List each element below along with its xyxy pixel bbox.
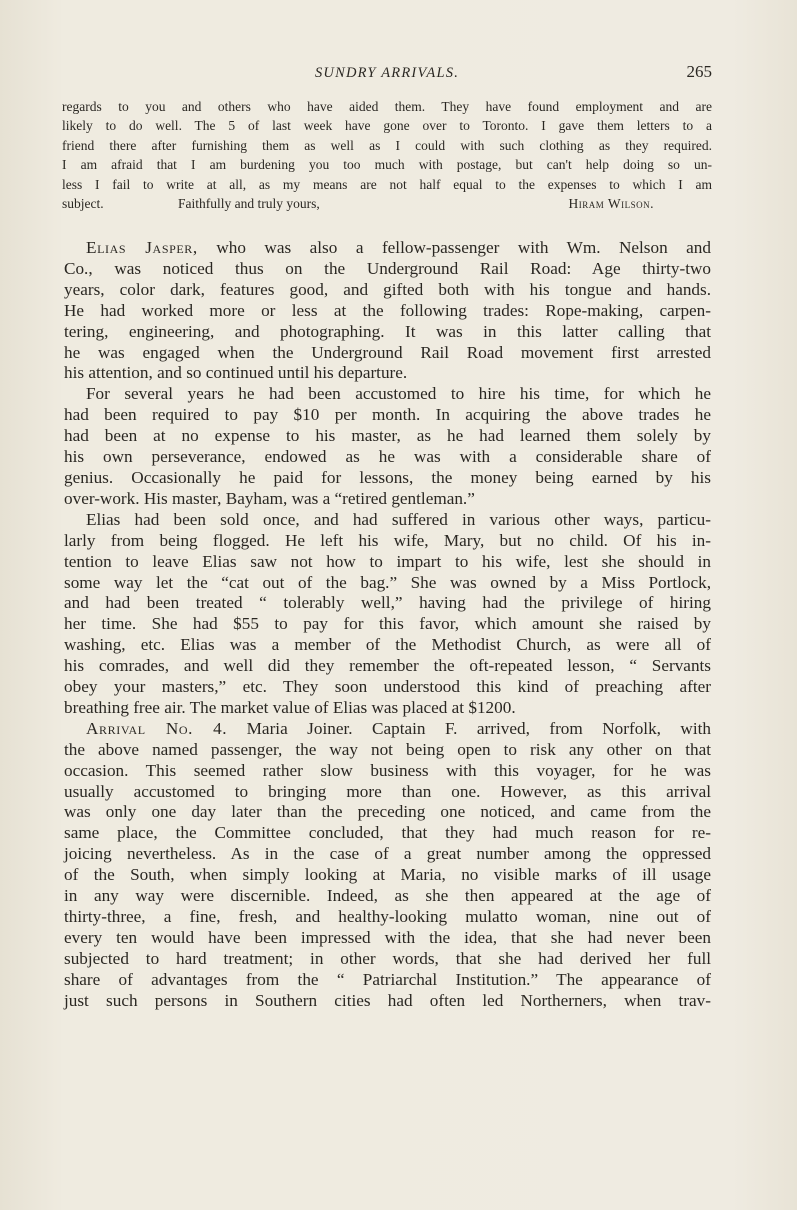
text-line: thirty-three, a fine, fresh, and healthy-looking mulatto woman, nine out of (64, 907, 711, 926)
paragraph-hire-time (64, 384, 711, 509)
text-line: had been at no expense to his master, as he had learned them solely by (64, 426, 711, 446)
paragraph-elias-jasper (64, 238, 711, 384)
text-line: the above named passenger, the way not being open to risk any other on that (64, 739, 711, 759)
text-line: occasion. This seemed rather slow business with this voyager, for he was (64, 760, 711, 780)
text-line: had been required to pay $10 per month. In acquiring the above trades he (64, 405, 711, 425)
text-span: who was also a fellow-passenger with Wm. Nelson and (197, 238, 711, 257)
running-title: SUNDRY ARRIVALS. (314, 65, 460, 81)
text-line: joicing nevertheless. As in the case of a great number among the oppressed (64, 844, 711, 864)
text-line: just such persons in Southern cities had often led Northerners, when trav- (64, 990, 711, 1010)
text-line: tering, engineering, and photographing. It was in this latter calling that (64, 321, 711, 341)
text-line: subjected to hard treatment; in other words, that she had derived her full (64, 948, 711, 968)
letter-line: less I fail to write at all, as my means are not half equal to the expenses to which I am (62, 176, 712, 192)
text-line: in any way were discernible. Indeed, as she then appeared at the age of (64, 886, 711, 906)
text-line: some way let the “cat out of the bag.” She was owned by a Miss Portlock, (64, 572, 711, 592)
text-line: washing, etc. Elias was a member of the Methodist Church, as were all of (64, 635, 711, 655)
text-line (64, 719, 711, 740)
text-line: over-work. His master, Bayham, was a “retired gentleman.” (64, 488, 475, 508)
arrival-lead: Arrival No. 4. (86, 718, 228, 738)
text-line: his comrades, and well did they remember the oft-repeated lesson, “ Servants (64, 656, 711, 676)
letter-line: likely to do well. The 5 of last week have gone over to Toronto. I gave them letters to a (62, 118, 712, 134)
page-number: 265 (686, 62, 712, 81)
page-header (62, 62, 712, 84)
text-line: For several years he had been accustomed to hire his time, for which he (86, 384, 711, 404)
text-span: Maria Joiner. Captain F. arrived, from Norfolk, with (227, 718, 711, 738)
letter-signature-line (62, 194, 712, 214)
text-line: Co., was noticed thus on the Underground Rail Road: Age thirty-two (64, 258, 711, 278)
text-line: his attention, and so continued until his departure. (64, 363, 408, 383)
text-line: and had been treated “ tolerably well,” having had the privilege of hiring (64, 593, 711, 613)
paragraph-elias-sold (64, 510, 711, 719)
text-line: same place, the Committee concluded, that they had much reason for re- (64, 823, 711, 843)
letter-line: friend there after furnishing them as well as I could with such clothing as they required. (62, 137, 712, 153)
letter-line: regards to you and others who have aided them. They have found employment and are (62, 99, 712, 114)
text-line: years, color dark, features good, and gifted both with his tongue and hands. (64, 279, 711, 299)
letter-signature: Hiram Wilson. (568, 196, 654, 212)
text-line: her time. She had $55 to pay for this favor, which amount she raised by (64, 614, 711, 634)
text-line: every ten would have been impressed with the idea, that she had never been (64, 927, 711, 947)
name-lead: Elias Jasper, (86, 238, 198, 257)
text-line: usually accustomed to bringing more than one. However, as this arrival (64, 781, 711, 801)
text-line: of the South, when simply looking at Maria, no visible marks of ill usage (64, 865, 711, 885)
text-line: tention to leave Elias saw not how to impart to his wife, lest she should in (64, 551, 711, 571)
text-line: he was engaged when the Underground Rail Road movement first arrested (64, 342, 711, 362)
letter-closing: Faithfully and truly yours, (178, 196, 320, 212)
text-line: was only one day later than the preceding one noticed, and came from the (64, 802, 711, 822)
letter-last-word: subject. (62, 196, 104, 212)
main-text (64, 238, 711, 1012)
text-line: obey your masters,” etc. They soon understood this kind of preaching after (64, 677, 711, 697)
text-line: He had worked more or less at the following trades: Rope-making, carpen- (64, 300, 711, 320)
letter-line: I am afraid that I am burdening you too much with postage, but can't help doing so un- (62, 157, 712, 173)
letter-excerpt (62, 97, 712, 214)
text-line (64, 238, 711, 259)
text-line: breathing free air. The market value of Elias was placed at $1200. (64, 697, 516, 717)
text-line: Elias had been sold once, and had suffered in various other ways, particu- (86, 509, 711, 529)
paragraph-arrival-4 (64, 719, 711, 1012)
text-line: larly from being flogged. He left his wife, Mary, but no child. Of his in- (64, 530, 711, 550)
text-line: share of advantages from the “ Patriarchal Institution.” The appearance of (64, 969, 711, 989)
text-line: his own perseverance, endowed as he was with a considerable share of (64, 447, 711, 467)
text-line: genius. Occasionally he paid for lessons, the money being earned by his (64, 467, 711, 487)
